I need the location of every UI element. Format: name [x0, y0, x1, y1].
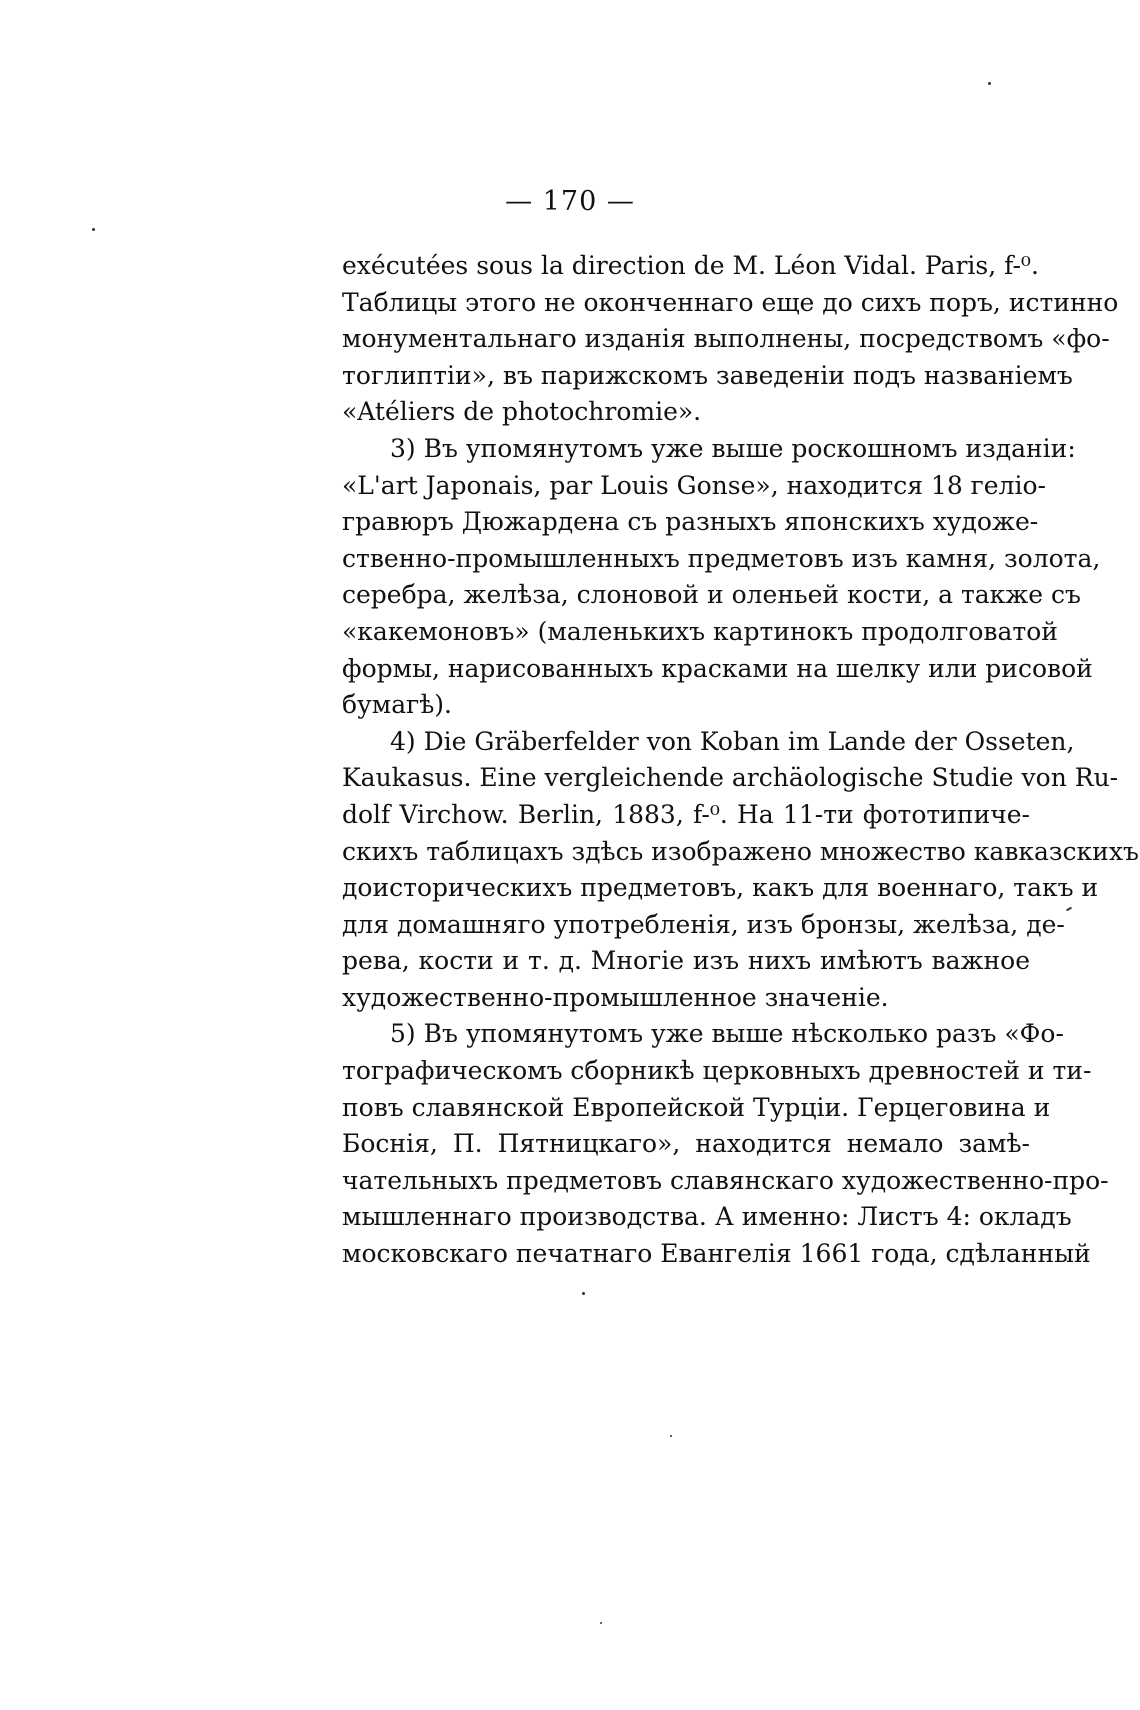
- text-line: «Atéliers de photochromie».: [342, 397, 702, 427]
- text-line: dolf Virchow. Berlin, 1883, f-⁰. На 11-ти фототипиче-: [342, 799, 1030, 829]
- text-line: 3) Въ упомянутомъ уже выше роскошномъ изданіи:: [390, 433, 1076, 463]
- text-line: для домашняго употребленія, изъ бронзы, желѣза, де-: [342, 909, 1065, 939]
- text-line: гравюръ Дюжардена съ разныхъ японскихъ художе-: [342, 507, 1039, 537]
- text-line: формы, нарисованныхъ красками на шелку или рисовой: [342, 653, 1093, 683]
- text-line: художественно-промышленное значеніе.: [342, 982, 889, 1012]
- text-line: Kaukasus. Eine vergleichende archäologische Studie von Ru-: [342, 763, 1119, 793]
- text-line: «L'art Japonais, par Louis Gonse», находится 18 геліо-: [342, 470, 1046, 500]
- text-line: Боснія, П. Пятницкаго», находится немало замѣ-: [342, 1129, 1030, 1159]
- text-line: скихъ таблицахъ здѣсь изображено множество кавказскихъ: [342, 836, 1139, 866]
- scan-speck: [600, 1622, 602, 1624]
- text-line: тографическомъ сборникѣ церковныхъ древностей и ти-: [342, 1056, 1092, 1086]
- scan-speck: [92, 228, 95, 231]
- text-line: 5) Въ упомянутомъ уже выше нѣсколько разъ «Фо-: [390, 1019, 1064, 1049]
- text-line: повъ славянской Европейской Турціи. Герцеговина и: [342, 1092, 1051, 1122]
- page-number: — 170 —: [505, 186, 635, 217]
- text-line: 4) Die Gräberfelder von Koban im Lande der Osseten,: [390, 726, 1075, 756]
- text-line: Таблицы этого не оконченнаго еще до сихъ поръ, истинно: [342, 287, 1119, 317]
- text-line: exécutées sous la direction de M. Léon Vidal. Paris, f-⁰.: [342, 251, 1039, 280]
- text-line: монументальнаго изданія выполнены, посредствомъ «фо-: [342, 324, 1110, 354]
- text-line: московскаго печатнаго Евангелія 1661 года, сдѣланный: [342, 1239, 1091, 1269]
- text-line: мышленнаго производства. А именно: Листъ 4: окладъ: [342, 1202, 1072, 1232]
- scan-speck: [582, 1292, 585, 1295]
- text-line: доисторическихъ предметовъ, какъ для военнаго, такъ и: [342, 873, 1099, 903]
- text-line: чательныхъ предметовъ славянскаго художественно-про-: [342, 1165, 1109, 1195]
- scan-speck: [1066, 907, 1072, 912]
- text-line: бумагѣ).: [342, 690, 452, 720]
- text-line: ственно-промышленныхъ предметовъ изъ камня, золота,: [342, 543, 1101, 573]
- text-line: тоглиптіи», въ парижскомъ заведеніи подъ названіемъ: [342, 360, 1073, 390]
- scan-speck: [670, 1435, 672, 1437]
- text-line: «какемоновъ» (маленькихъ картинокъ продолговатой: [342, 616, 1058, 646]
- body-text: [342, 248, 1139, 1273]
- scan-speck: [988, 82, 991, 85]
- text-line: рева, кости и т. д. Многіе изъ нихъ имѣютъ важное: [342, 946, 1030, 976]
- text-line: серебра, желѣза, слоновой и оленьей кости, а также съ: [342, 580, 1081, 610]
